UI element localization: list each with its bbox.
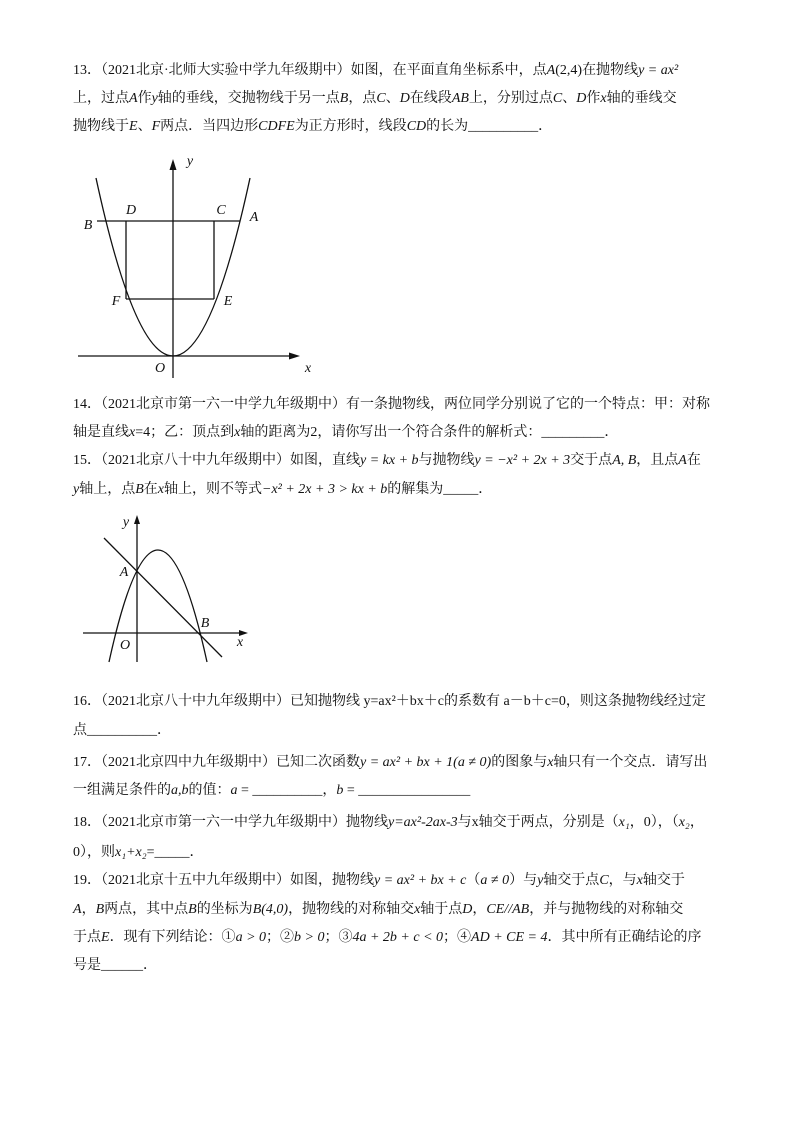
math-expression: A, B (612, 453, 637, 468)
math-expression: x (129, 425, 136, 440)
math-expression: D (399, 91, 410, 106)
q19-line-1 (73, 871, 685, 891)
math-expression: A (129, 91, 138, 106)
text-run: ．现有下列结论：① (109, 930, 236, 945)
text-run: 交于点 (570, 453, 613, 468)
math-expression: CDFE (258, 119, 295, 134)
label-point-f: F (111, 293, 121, 309)
text-run: (2,4) (555, 63, 583, 78)
math-expression: x (157, 482, 164, 497)
q17-line-2 (73, 781, 470, 801)
math-expression: x (414, 902, 421, 917)
text-run: 两点．当四边形 (160, 119, 259, 134)
text-run: ， (472, 902, 487, 917)
math-expression: E (101, 930, 110, 945)
text-run: = ________________ (343, 783, 471, 798)
text-run: 抛物线于 (73, 119, 129, 134)
math-expression: x₂ (678, 815, 690, 830)
math-expression: A (678, 453, 687, 468)
math-expression: B (188, 902, 197, 917)
q13-line-3 (73, 117, 552, 137)
text-run: 与x轴交于两点，分别是（ (457, 815, 619, 830)
text-run: 的图象与 (491, 755, 548, 770)
q16-line-1 (73, 692, 706, 712)
text-run: 作 (586, 91, 601, 106)
text-run: =4；乙：顶点到 (135, 425, 235, 440)
q15-line-2 (73, 480, 492, 500)
text-run: =_____． (146, 845, 204, 860)
text-run: 轴的垂线交 (606, 91, 677, 106)
text-run: ，0），（ (629, 815, 679, 830)
text-run: 、 (385, 91, 400, 106)
text-run: 轴的距离为2，请你写出一个符合条件的解析式：_________． (240, 425, 619, 440)
text-run: 轴是直线 (73, 425, 129, 440)
text-run: （ (466, 873, 481, 888)
math-expression: y = kx + b (360, 453, 419, 468)
text-run: 的解集为_____． (387, 482, 493, 497)
q14-line-1 (73, 395, 710, 415)
q15-line-1 (73, 451, 701, 471)
text-run: ，与 (608, 873, 637, 888)
label-x-axis: x (236, 634, 244, 650)
math-expression: B(4,0) (252, 902, 289, 917)
math-expression: B (95, 902, 105, 917)
text-run: ， (81, 902, 96, 917)
text-run: 在 (686, 453, 701, 468)
text-run: ，并与抛物线的对称轴交 (529, 902, 684, 917)
label-point-b: B (83, 217, 93, 233)
text-run: 与抛物线 (418, 453, 475, 468)
math-expression: y = ax² + bx + c (374, 873, 467, 888)
x-axis-arrow (289, 353, 300, 360)
math-expression: y = ax² + bx + 1(a ≠ 0) (360, 755, 492, 770)
math-expression: y (151, 91, 158, 106)
math-expression: y = −x² + 2x + 3 (474, 453, 571, 468)
text-run: 为正方形时，线段 (294, 119, 407, 134)
text-run: 0），则 (73, 845, 115, 860)
math-expression: y = ax² (638, 63, 679, 78)
text-run: ）与 (509, 873, 538, 888)
text-run: ，抛物线的对称轴交 (288, 902, 415, 917)
text-run: 上，过点 (73, 91, 129, 106)
q16-line-2 (73, 721, 171, 741)
math-expression: E (129, 119, 138, 134)
text-run: 在 (143, 482, 158, 497)
math-expression: x₁+x₂ (115, 845, 147, 860)
text-run: 、 (562, 91, 577, 106)
text-run: 轴只有一个交点．请写出 (553, 755, 708, 770)
math-expression: D (462, 902, 473, 917)
math-expression: y (73, 482, 80, 497)
q19-line-4 (73, 956, 157, 976)
label-point-e: E (223, 293, 233, 309)
label-point-a: A (119, 564, 129, 580)
text-run: 16．（2021北京八十中九年级期中）已知抛物线 y=ax²＋bx＋c的系数有 a－b＋c=0，则这条抛物线经过定 (73, 694, 706, 709)
math-expression: CD (406, 119, 427, 134)
text-run: ；③ (324, 930, 353, 945)
text-run: 17．（2021北京四中九年级期中）已知二次函数 (73, 755, 360, 770)
text-run: 轴于点 (420, 902, 463, 917)
text-run: = __________， (237, 783, 337, 798)
text-run: ．其中所有正确结论的序 (547, 930, 702, 945)
label-y-axis: y (122, 514, 130, 530)
text-run: ；② (266, 930, 295, 945)
text-run: 号是______． (73, 958, 157, 973)
math-expression: CE//AB (486, 902, 530, 917)
y-axis-arrow (170, 159, 177, 170)
math-expression: a ≠ 0 (480, 873, 510, 888)
q18-line-1 (73, 813, 704, 833)
math-expression: C (552, 91, 563, 106)
math-expression: y (537, 873, 544, 888)
math-expression: A (73, 902, 82, 917)
text-run: 13．（2021北京·北师大实验中学九年级期中）如图，在平面直角坐标系中，点 (73, 63, 547, 78)
text-run: 在抛物线 (582, 63, 639, 78)
text-run: 上，分别过点 (468, 91, 553, 106)
q18-line-2 (73, 843, 204, 863)
math-expression: F (151, 119, 161, 134)
math-expression: b (336, 783, 344, 798)
math-expression: B (339, 91, 349, 106)
q19-line-3 (73, 928, 701, 948)
text-run: 19．（2021北京十五中九年级期中）如图，抛物线 (73, 873, 374, 888)
text-run: 15．（2021北京八十中九年级期中）如图，直线 (73, 453, 360, 468)
math-expression: x₁ (618, 815, 630, 830)
q14-line-2 (73, 423, 618, 443)
math-expression: a > 0 (235, 930, 267, 945)
text-run: 点__________． (73, 723, 171, 738)
label-point-c: C (216, 202, 226, 218)
text-run: 两点，其中点 (104, 902, 189, 917)
math-expression: D (576, 91, 587, 106)
text-run: 作 (137, 91, 152, 106)
math-expression: −x² + 2x + 3 > kx + b (262, 482, 388, 497)
q17-line-1 (73, 753, 707, 773)
label-origin: O (154, 360, 166, 376)
label-point-b: B (200, 615, 210, 631)
math-expression: x (547, 755, 554, 770)
math-expression: a (230, 783, 238, 798)
math-expression: C (599, 873, 609, 888)
label-y-axis: y (186, 153, 194, 169)
math-expression: AD + CE = 4 (471, 930, 548, 945)
text-run: 在线段 (409, 91, 452, 106)
text-run: ，且点 (636, 453, 679, 468)
text-run: 轴上，点 (79, 482, 136, 497)
figure-q13-parabola-square (70, 150, 320, 382)
text-run: 的长为__________． (426, 119, 553, 134)
math-expression: A (546, 63, 556, 78)
text-run: 轴的垂线，交抛物线于另一点 (157, 91, 340, 106)
text-run: ；④ (443, 930, 472, 945)
figure-q15-line-parabola (78, 508, 258, 670)
label-x-axis: x (304, 360, 312, 376)
text-run: 一组满足条件的 (73, 783, 171, 798)
text-run: 18．（2021北京市第一六一中学九年级期中）抛物线 (73, 815, 388, 830)
text-run: ，点 (348, 91, 377, 106)
y-axis-arrow (134, 515, 140, 524)
text-run: 轴交于点 (543, 873, 600, 888)
text-run: 的坐标为 (196, 902, 253, 917)
math-expression: y=ax²-2ax-3 (388, 815, 458, 830)
text-run: 、 (137, 119, 152, 134)
text-run: 轴上，则不等式 (164, 482, 262, 497)
q13-line-1 (73, 61, 678, 81)
label-point-d: D (125, 202, 137, 218)
math-expression: C (376, 91, 386, 106)
math-expression: x (234, 425, 241, 440)
text-run: ， (689, 815, 704, 830)
math-expression: x (636, 873, 643, 888)
math-expression: 4a + 2b + c < 0 (352, 930, 444, 945)
math-expression: AB (451, 91, 469, 106)
text-run: 的值： (188, 783, 231, 798)
label-point-a: A (249, 209, 259, 225)
q19-line-2 (73, 900, 683, 920)
text-run: 于点 (73, 930, 101, 945)
text-run: 轴交于 (642, 873, 685, 888)
q13-line-2 (73, 89, 677, 109)
math-expression: b > 0 (294, 930, 325, 945)
math-expression: B (135, 482, 144, 497)
text-run: 14．（2021北京市第一六一中学九年级期中）有一条抛物线，两位同学分别说了它的一个特点：甲：对称 (73, 397, 710, 412)
math-expression: x (600, 91, 607, 106)
math-expression: a,b (171, 783, 189, 798)
label-origin: O (119, 637, 131, 653)
